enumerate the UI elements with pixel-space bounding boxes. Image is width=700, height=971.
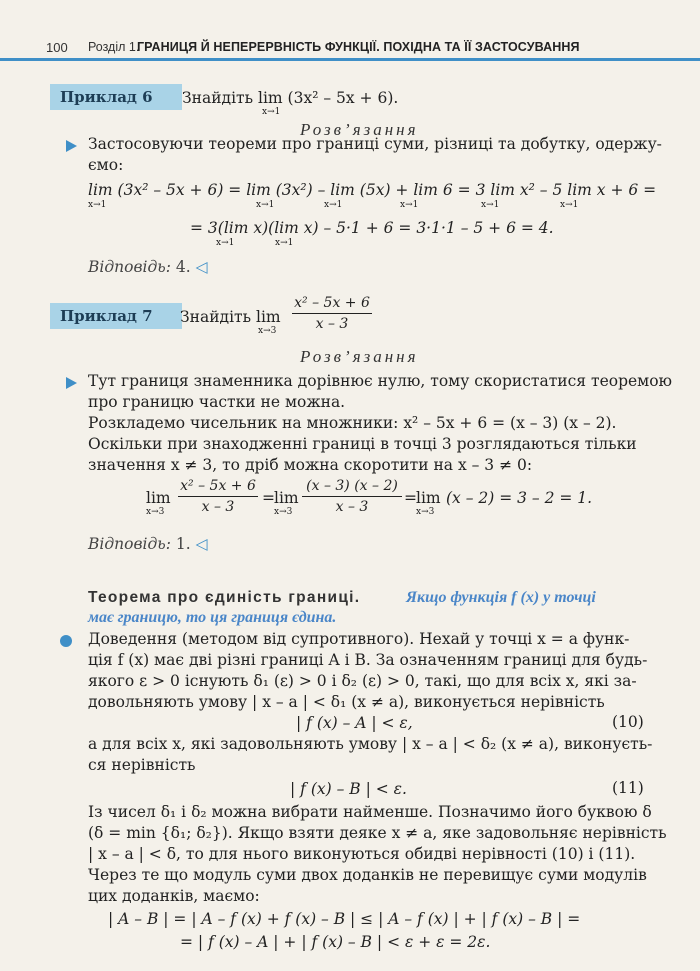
example7-formula-den1: x – 3 bbox=[201, 499, 235, 515]
header-rule bbox=[0, 58, 700, 61]
example7-formula-sub3: x→3 bbox=[416, 507, 435, 517]
end-mark-icon: ◁ bbox=[195, 258, 208, 276]
proof-line-after11-4: Через те що модуль суми двох доданків не перевищує суми модулів bbox=[88, 866, 647, 884]
example7-label: Приклад 7 bbox=[50, 303, 182, 329]
page-number: 100 bbox=[46, 40, 68, 55]
inequality-10: | f (x) – A | < ε, bbox=[296, 714, 413, 732]
example7-answer-label: Відповідь: bbox=[88, 535, 171, 553]
proof-line-after11-3: | x – a | < δ, то для нього виконуються обидві нерівності (10) і (11). bbox=[88, 845, 636, 863]
example7-task-prefix: Знайдіть lim bbox=[180, 308, 281, 326]
example7-formula-sub2: x→3 bbox=[274, 507, 293, 517]
example7-answer-value: 1. bbox=[175, 535, 191, 553]
example7-formula-num1: x² – 5x + 6 bbox=[178, 478, 258, 497]
proof-line-after10: а для всіх x, які задовольняють умову | x – a | < δ₂ (x ≠ a), виконуєть- bbox=[88, 735, 653, 753]
example7-line2: про границю частки не можна. bbox=[88, 393, 346, 411]
example7-formula-tail: (x – 2) = 3 – 2 = 1. bbox=[446, 489, 593, 507]
example7-line1: Тут границя знаменника дорівнює нулю, тому скористатися теоремою bbox=[88, 372, 673, 390]
theorem-title: Теорема про єдиність границі. bbox=[88, 589, 361, 606]
final-line2: = | f (x) – A | + | f (x) – B | < ε + ε = 2ε. bbox=[180, 933, 491, 951]
example6-answer-value: 4. bbox=[175, 258, 191, 276]
equation-number-11: (11) bbox=[612, 779, 644, 797]
example7-formula-den2: x – 3 bbox=[335, 499, 369, 515]
proof-line-after11-2: (δ = min {δ₁; δ₂}). Якщо взяти деяке x ≠ a, яке задовольняє нерівність bbox=[88, 824, 667, 842]
proof-marker-icon bbox=[60, 635, 72, 647]
example7-solution-heading: Розв’язання bbox=[300, 347, 419, 366]
example7-formula-sub1: x→3 bbox=[146, 507, 165, 517]
example6-formula2-sub2: x→1 bbox=[275, 238, 294, 248]
example7-line4: Оскільки при знаходженні границі в точці 3 розглядаються тільки bbox=[88, 435, 637, 453]
example6-task: Знайдіть lim (3x² – 5x + 6). bbox=[182, 89, 399, 107]
example7-line3: Розкладемо чисельник на множники: x² – 5x + 6 = (x – 3) (x – 2). bbox=[88, 414, 617, 432]
example6-formula1: lim (3x² – 5x + 6) = lim (3x²) – lim (5x) + lim 6 = 3 lim x² – 5 lim x + 6 = bbox=[88, 181, 657, 199]
proof-line-after10b: ся нерівність bbox=[88, 756, 196, 774]
solution-arrow-icon-2 bbox=[66, 377, 77, 389]
example6-answer bbox=[88, 258, 208, 276]
example6-answer-label: Відповідь: bbox=[88, 258, 171, 276]
example7-formula-lim1: lim bbox=[146, 489, 171, 507]
example6-formula2: = 3(lim x)(lim x) – 5·1 + 6 = 3·1·1 – 5 + 6 = 4. bbox=[190, 219, 554, 237]
example6-solution-heading: Розв’язання bbox=[300, 120, 419, 139]
example6-formula1-sub5: x→1 bbox=[481, 200, 500, 210]
equation-number-10: (10) bbox=[612, 713, 644, 731]
example6-task-sub: x→1 bbox=[262, 107, 281, 117]
example7-task-sub: x→3 bbox=[258, 326, 277, 336]
theorem-statement-line1: Якщо функція f (x) у точці bbox=[406, 589, 596, 606]
example7-formula-lim3: lim bbox=[416, 489, 441, 507]
example6-formula2-sub1: x→1 bbox=[216, 238, 235, 248]
example6-text-line1: Застосовуючи теореми про границі суми, різниці та добутку, одержу- bbox=[88, 135, 662, 153]
proof-line3: якого ε > 0 існують δ₁ (ε) > 0 і δ₂ (ε) > 0, такі, що для всіх x, які за- bbox=[88, 672, 637, 690]
example6-formula1-sub4: x→1 bbox=[400, 200, 419, 210]
solution-arrow-icon bbox=[66, 140, 77, 152]
example7-task-den: x – 3 bbox=[315, 316, 349, 332]
section-label: Розділ 1. bbox=[88, 40, 140, 54]
proof-line-after11-1: Із чисел δ₁ і δ₂ можна вибрати найменше. Позначимо його буквою δ bbox=[88, 803, 652, 821]
example6-text-line2: ємо: bbox=[88, 156, 124, 174]
final-line1: | A – B | = | A – f (x) + f (x) – B | ≤ | A – f (x) | + | f (x) – B | = bbox=[108, 910, 581, 928]
end-mark-icon-2: ◁ bbox=[195, 535, 208, 553]
theorem-statement-line2: має границю, то ця границя єдина. bbox=[88, 609, 337, 626]
example6-formula1-sub2: x→1 bbox=[256, 200, 275, 210]
example6-formula1-sub6: x→1 bbox=[560, 200, 579, 210]
example6-formula1-sub3: x→1 bbox=[324, 200, 343, 210]
example7-formula-num2: (x – 3) (x – 2) bbox=[302, 478, 402, 497]
example7-formula-lim2: lim bbox=[274, 489, 299, 507]
proof-line2: ція f (x) має дві різні границі A і B. За означенням границі для будь- bbox=[88, 651, 648, 669]
section-title: ГРАНИЦЯ Й НЕПЕРЕРВНІСТЬ ФУНКЦІЇ. ПОХІДНА ТА ЇЇ ЗАСТОСУВАННЯ bbox=[137, 40, 580, 54]
proof-line1: Доведення (методом від супротивного). Нехай у точці x = a функ- bbox=[88, 630, 630, 648]
inequality-11: | f (x) – B | < ε. bbox=[290, 780, 407, 798]
example6-label: Приклад 6 bbox=[50, 84, 182, 110]
example7-fraction1 bbox=[178, 478, 258, 515]
example6-formula1-sub1: x→1 bbox=[88, 200, 107, 210]
example7-answer bbox=[88, 535, 208, 553]
example7-fraction2 bbox=[302, 478, 402, 515]
example7-task-fraction bbox=[292, 295, 372, 332]
example7-line5: значення x ≠ 3, то дріб можна скоротити на x – 3 ≠ 0: bbox=[88, 456, 533, 474]
example7-task-num: x² – 5x + 6 bbox=[292, 295, 372, 314]
proof-line-after11-5: цих доданків, маємо: bbox=[88, 887, 260, 905]
proof-line4: довольняють умову | x – a | < δ₁ (x ≠ a), виконується нерівність bbox=[88, 693, 605, 711]
